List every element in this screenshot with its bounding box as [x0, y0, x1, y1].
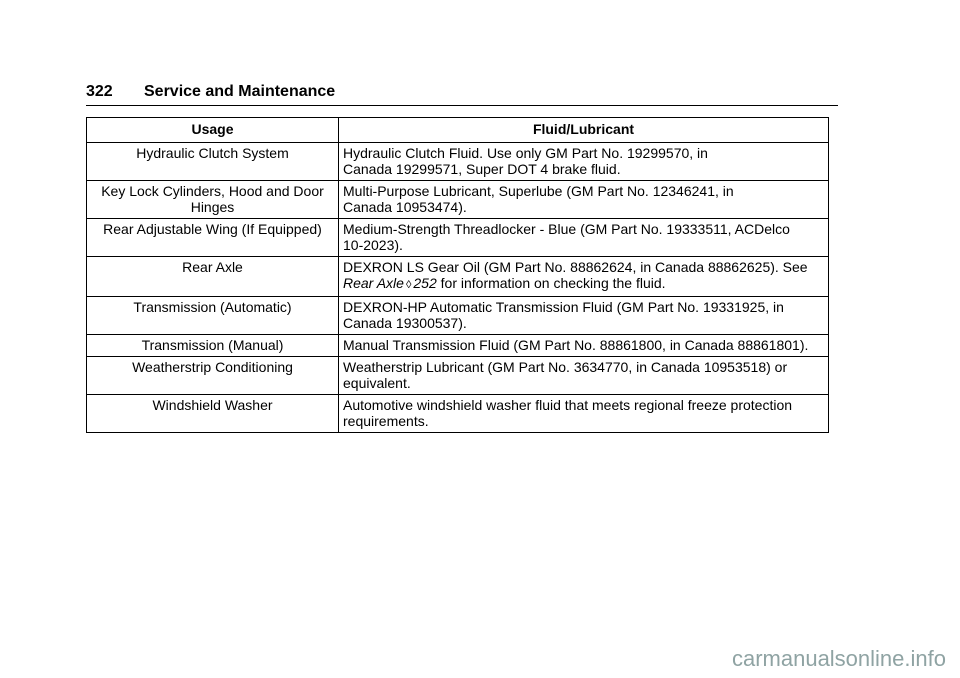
fluid-line: equivalent. — [343, 375, 411, 391]
watermark-text: carmanualsonline.info — [731, 646, 946, 671]
usage-cell: Transmission (Automatic) — [87, 297, 339, 335]
fluid-cell — [339, 335, 829, 357]
fluid-line: Manual Transmission Fluid (GM Part No. 88861800, in Canada 88861801). — [343, 337, 809, 353]
fluids-table — [86, 117, 829, 433]
fluid-line: Canada 19300537). — [343, 315, 467, 331]
table-row — [87, 143, 829, 181]
fluid-line: 10-2023). — [343, 237, 403, 253]
usage-cell: Hydraulic Clutch System — [87, 143, 339, 181]
page-header — [86, 83, 838, 106]
section-title: Service and Maintenance — [144, 83, 336, 100]
usage-cell: Transmission (Manual) — [87, 335, 339, 357]
usage-cell: Rear Axle — [87, 257, 339, 297]
usage-line: Key Lock Cylinders, Hood and Door — [101, 183, 324, 199]
table-row — [87, 181, 829, 219]
cross-reference-page[interactable]: 252 — [413, 275, 437, 291]
fluid-cell — [339, 143, 829, 181]
table-row — [87, 297, 829, 335]
table-row — [87, 257, 829, 297]
fluid-line: Medium-Strength Threadlocker - Blue (GM Part No. 19333511, ACDelco — [343, 221, 790, 237]
fluid-cell — [339, 219, 829, 257]
page-number: 322 — [86, 83, 113, 100]
fluid-cell — [339, 395, 829, 433]
fluid-cell — [339, 357, 829, 395]
fluid-line-rest: for information on checking the fluid. — [440, 275, 666, 291]
usage-line: Hinges — [190, 199, 235, 215]
fluid-line: DEXRON LS Gear Oil (GM Part No. 88862624, in Canada 88862625). See — [343, 259, 808, 275]
usage-cell: Weatherstrip Conditioning — [87, 357, 339, 395]
column-header-fluid: Fluid/Lubricant — [339, 118, 829, 143]
fluid-line: Hydraulic Clutch Fluid. Use only GM Part No. 19299570, in — [343, 145, 708, 161]
table-row — [87, 395, 829, 433]
fluid-cell — [339, 181, 829, 219]
table-row — [87, 219, 829, 257]
fluid-line: Weatherstrip Lubricant (GM Part No. 3634770, in Canada 10953518) or — [343, 359, 788, 375]
usage-cell: Rear Adjustable Wing (If Equipped) — [87, 219, 339, 257]
fluid-line: Canada 10953474). — [343, 199, 467, 215]
usage-cell — [87, 181, 339, 219]
column-header-usage: Usage — [87, 118, 339, 143]
table-header-row — [87, 118, 829, 143]
fluid-line: DEXRON-HP Automatic Transmission Fluid (GM Part No. 19331925, in — [343, 299, 784, 315]
fluid-cell — [339, 257, 829, 297]
fluid-line: requirements. — [343, 413, 429, 429]
fluid-line — [343, 275, 824, 293]
table-row — [87, 335, 829, 357]
fluid-line: Multi-Purpose Lubricant, Superlube (GM Part No. 12346241, in — [343, 183, 734, 199]
usage-cell: Windshield Washer — [87, 395, 339, 433]
table-row — [87, 357, 829, 395]
fluid-cell — [339, 297, 829, 335]
cross-reference-link[interactable]: Rear Axle — [343, 275, 404, 291]
page-reference-icon: ◊ — [405, 279, 412, 291]
fluid-line: Canada 19299571, Super DOT 4 brake fluid. — [343, 161, 621, 177]
fluid-line: Automotive windshield washer fluid that meets regional freeze protection — [343, 397, 793, 413]
